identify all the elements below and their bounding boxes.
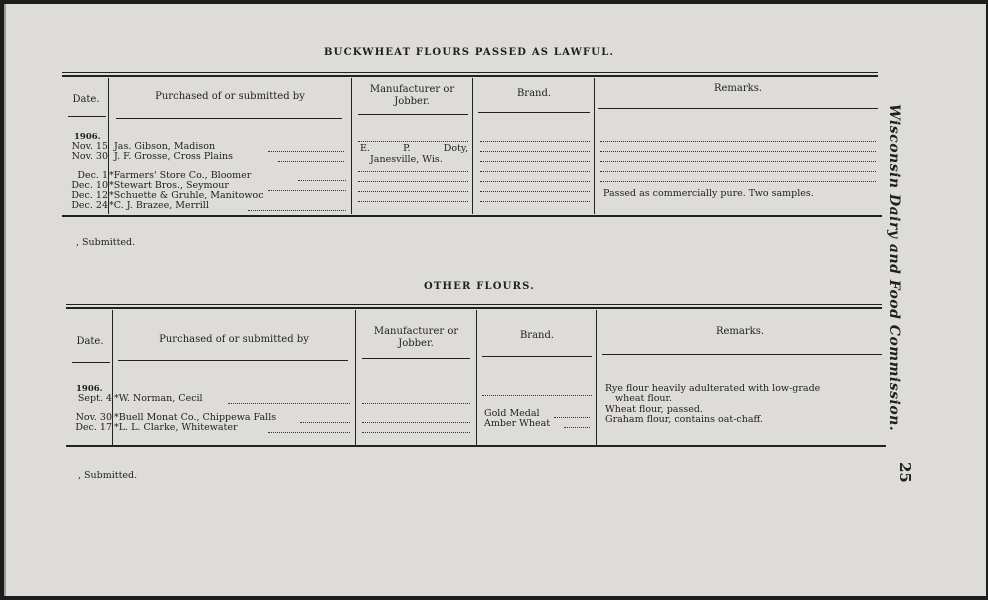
leader-dots bbox=[298, 180, 346, 181]
table1-row-submitter: J. F. Grosse, Cross Plains bbox=[114, 151, 233, 162]
table2-header-rule bbox=[72, 362, 110, 363]
table2-year: 1906. bbox=[76, 384, 103, 394]
table1-header-manufacturer: Manufacturer or Jobber. bbox=[369, 84, 455, 107]
table1-row-date: Dec. 12 bbox=[71, 190, 108, 201]
table1-header-rule bbox=[478, 112, 590, 113]
table2-header-rule bbox=[362, 358, 470, 359]
table2-row-remarks: Graham flour, contains oat-chaff. bbox=[605, 414, 763, 425]
table2-header-rule bbox=[482, 356, 592, 357]
table2-col-rule bbox=[355, 310, 356, 446]
table2-footnote: , Submitted. bbox=[78, 470, 138, 481]
table1-row-submitter: *C. J. Brazee, Merrill bbox=[109, 200, 209, 211]
leader-dots bbox=[268, 190, 346, 191]
table1-bottom-rule bbox=[62, 215, 882, 217]
table2-col-rule bbox=[112, 310, 113, 446]
table1-header-remarks: Remarks. bbox=[713, 83, 763, 94]
table1-row-date: Dec. 1 bbox=[77, 170, 108, 181]
table1-top-rule-1 bbox=[62, 72, 878, 73]
table1-title: BUCKWHEAT FLOURS PASSED AS LAWFUL. bbox=[324, 47, 615, 58]
table1-row-date: Nov. 15 bbox=[71, 141, 108, 152]
leader-dots bbox=[358, 141, 468, 142]
leader-dots bbox=[600, 171, 876, 172]
leader-dots bbox=[358, 171, 468, 172]
leader-dots bbox=[362, 432, 470, 433]
running-title: Wisconsin Dairy and Food Commission. bbox=[886, 104, 902, 432]
leader-dots bbox=[480, 141, 590, 142]
leader-dots bbox=[600, 141, 876, 142]
leader-dots bbox=[564, 427, 590, 428]
table1-col-rule bbox=[472, 78, 473, 214]
leader-dots bbox=[358, 201, 468, 202]
table1-top-rule-2 bbox=[62, 75, 878, 77]
table2-header-rule bbox=[118, 360, 348, 361]
leader-dots bbox=[480, 201, 590, 202]
table2-row-date: Dec. 17 bbox=[75, 422, 112, 433]
table2-header-brand: Brand. bbox=[519, 330, 555, 341]
table2-row-date: Sept. 4 bbox=[77, 393, 112, 404]
table1-row-submitter: *Schuette & Gruhle, Manitowoc bbox=[109, 190, 264, 201]
table1-col-rule bbox=[594, 78, 595, 214]
table2-col-rule bbox=[476, 310, 477, 446]
table1-header-date: Date. bbox=[72, 94, 100, 105]
leader-dots bbox=[480, 161, 590, 162]
table2-header-date: Date. bbox=[76, 336, 104, 347]
table1-row-submitter: Jas. Gibson, Madison bbox=[114, 141, 216, 152]
table2-col-rule bbox=[596, 310, 597, 446]
leader-dots bbox=[554, 417, 590, 418]
leader-dots bbox=[268, 432, 350, 433]
table2-title: OTHER FLOURS. bbox=[424, 281, 535, 292]
leader-dots bbox=[600, 151, 876, 152]
table1-row-manufacturer: Janesville, Wis. bbox=[370, 154, 443, 165]
table2-row-brand: Amber Wheat bbox=[484, 418, 551, 429]
table1-year: 1906. bbox=[74, 132, 101, 142]
table1-row-date: Nov. 30 bbox=[71, 151, 108, 162]
table2-top-rule-2 bbox=[66, 307, 882, 309]
leader-dots bbox=[480, 181, 590, 182]
leader-dots bbox=[600, 161, 876, 162]
table2-header-rule bbox=[602, 354, 882, 355]
table2-row-remarks: Wheat flour, passed. bbox=[605, 404, 703, 415]
table2-top-rule-1 bbox=[66, 304, 882, 305]
leader-dots bbox=[268, 151, 344, 152]
table1-header-rule bbox=[598, 108, 878, 109]
leader-dots bbox=[480, 151, 590, 152]
document-page bbox=[4, 4, 986, 596]
table2-row-submitter: *Buell Monat Co., Chippewa Falls bbox=[114, 412, 277, 423]
table2-row-submitter: *L. L. Clarke, Whitewater bbox=[114, 422, 238, 433]
leader-dots bbox=[228, 403, 350, 404]
leader-dots bbox=[480, 191, 590, 192]
table1-header-brand: Brand. bbox=[516, 88, 552, 99]
table1-header-purchased: Purchased of or submitted by bbox=[155, 91, 305, 102]
leader-dots bbox=[600, 181, 876, 182]
table1-row-date: Dec. 24 bbox=[71, 200, 108, 211]
table1-row-date: Dec. 10 bbox=[71, 180, 108, 191]
table2-bottom-rule bbox=[66, 445, 886, 447]
table1-header-rule bbox=[358, 114, 468, 115]
table2-header-manufacturer: Manufacturer or Jobber. bbox=[373, 326, 459, 349]
table2-row-remarks: Rye flour heavily adulterated with low-grade bbox=[605, 383, 821, 394]
table1-footnote: , Submitted. bbox=[76, 237, 136, 248]
table1-row-remarks: Passed as commercially pure. Two samples. bbox=[603, 188, 814, 199]
table2-header-remarks: Remarks. bbox=[715, 326, 765, 337]
table1-row-submitter: *Farmers' Store Co., Bloomer bbox=[109, 170, 252, 181]
leader-dots bbox=[482, 395, 592, 396]
table1-header-rule bbox=[116, 118, 342, 119]
table2-row-submitter: *W. Norman, Cecil bbox=[114, 393, 203, 404]
leader-dots bbox=[362, 403, 470, 404]
leader-dots bbox=[278, 161, 344, 162]
table1-row-submitter: *Stewart Bros., Seymour bbox=[109, 180, 229, 191]
table2-row-remarks-cont: wheat flour. bbox=[615, 393, 673, 404]
page-number: 25 bbox=[896, 462, 914, 483]
table2-header-purchased: Purchased of or submitted by bbox=[159, 334, 309, 345]
leader-dots bbox=[300, 422, 350, 423]
table1-col-rule bbox=[351, 78, 352, 214]
leader-dots bbox=[480, 171, 590, 172]
leader-dots bbox=[358, 191, 468, 192]
table1-header-rule bbox=[68, 116, 106, 117]
leader-dots bbox=[358, 181, 468, 182]
leader-dots bbox=[362, 422, 470, 423]
leader-dots bbox=[248, 210, 346, 211]
table2-row-date: Nov. 30 bbox=[75, 412, 112, 423]
table1-row-manufacturer: E. P. Doty, bbox=[360, 143, 468, 154]
table2-row-brand: Gold Medal bbox=[484, 408, 540, 419]
